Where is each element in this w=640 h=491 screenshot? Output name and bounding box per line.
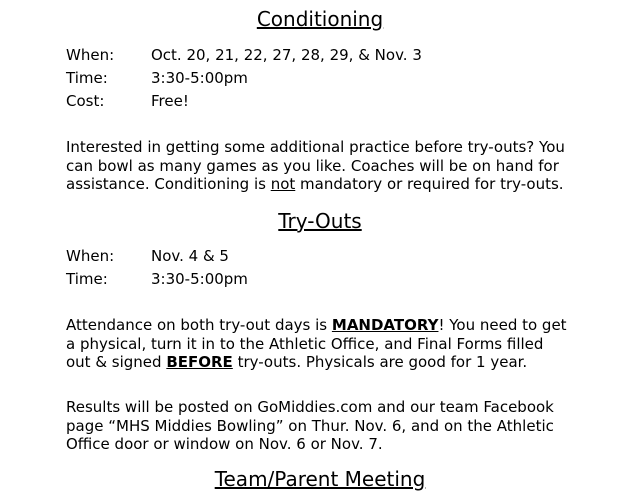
tryouts-time-row bbox=[66, 269, 248, 289]
tryouts-when-row bbox=[66, 246, 229, 266]
tryouts-when-value: Nov. 4 & 5 bbox=[151, 247, 229, 265]
conditioning-desc-line-3-start: assistance. Conditioning is bbox=[66, 175, 271, 193]
conditioning-desc-line-3-end: mandatory or required for try-outs. bbox=[295, 175, 564, 193]
attendance-line-2: a physical, turn it in to the Athletic Office, and Final Forms filled bbox=[66, 334, 544, 353]
conditioning-when-row bbox=[66, 45, 422, 65]
conditioning-desc-line-1: Interested in getting some additional practice before try-outs? You bbox=[66, 138, 565, 156]
conditioning-cost-label: Cost: bbox=[66, 92, 105, 110]
conditioning-time-row bbox=[66, 68, 248, 88]
conditioning-time-label: Time: bbox=[66, 69, 108, 87]
conditioning-heading: Conditioning bbox=[256, 7, 384, 31]
conditioning-when-label: When: bbox=[66, 46, 115, 64]
tryouts-time-label: Time: bbox=[66, 270, 108, 288]
emphasis-not: not bbox=[270, 175, 296, 193]
conditioning-desc-line-3 bbox=[66, 175, 586, 194]
emphasis-mandatory: MANDATORY bbox=[331, 316, 439, 334]
meeting-heading: Team/Parent Meeting bbox=[214, 467, 426, 491]
attendance-line-3-start: out & signed bbox=[66, 353, 167, 371]
conditioning-time-value: 3:30-5:00pm bbox=[151, 69, 248, 87]
tryouts-attendance bbox=[66, 316, 586, 372]
tryouts-when-label: When: bbox=[66, 247, 115, 265]
emphasis-before: BEFORE bbox=[166, 353, 233, 371]
attendance-line-1-start: Attendance on both try-out days is bbox=[66, 316, 332, 334]
tryouts-results bbox=[66, 398, 586, 454]
conditioning-cost-value: Free! bbox=[151, 92, 189, 110]
results-line-2: page “MHS Middies Bowling” on Thur. Nov. 6, and on the Athletic bbox=[66, 416, 554, 435]
conditioning-desc-line-2: can bowl as many games as you like. Coaches will be on hand for bbox=[66, 156, 559, 175]
conditioning-cost-row bbox=[66, 91, 189, 111]
results-line-3: Office door or window on Nov. 6 or Nov. 7. bbox=[66, 435, 383, 453]
attendance-line-3-end: try-outs. Physicals are good for 1 year. bbox=[232, 353, 528, 371]
results-line-1: Results will be posted on GoMiddies.com and our team Facebook bbox=[66, 398, 554, 416]
tryouts-time-value: 3:30-5:00pm bbox=[151, 270, 248, 288]
tryouts-heading: Try-Outs bbox=[278, 209, 362, 233]
attendance-line-1-end: ! You need to get bbox=[438, 316, 567, 334]
conditioning-when-value: Oct. 20, 21, 22, 27, 28, 29, & Nov. 3 bbox=[151, 46, 422, 64]
attendance-line-1 bbox=[66, 316, 586, 335]
attendance-line-3 bbox=[66, 353, 586, 372]
conditioning-description bbox=[66, 138, 586, 194]
